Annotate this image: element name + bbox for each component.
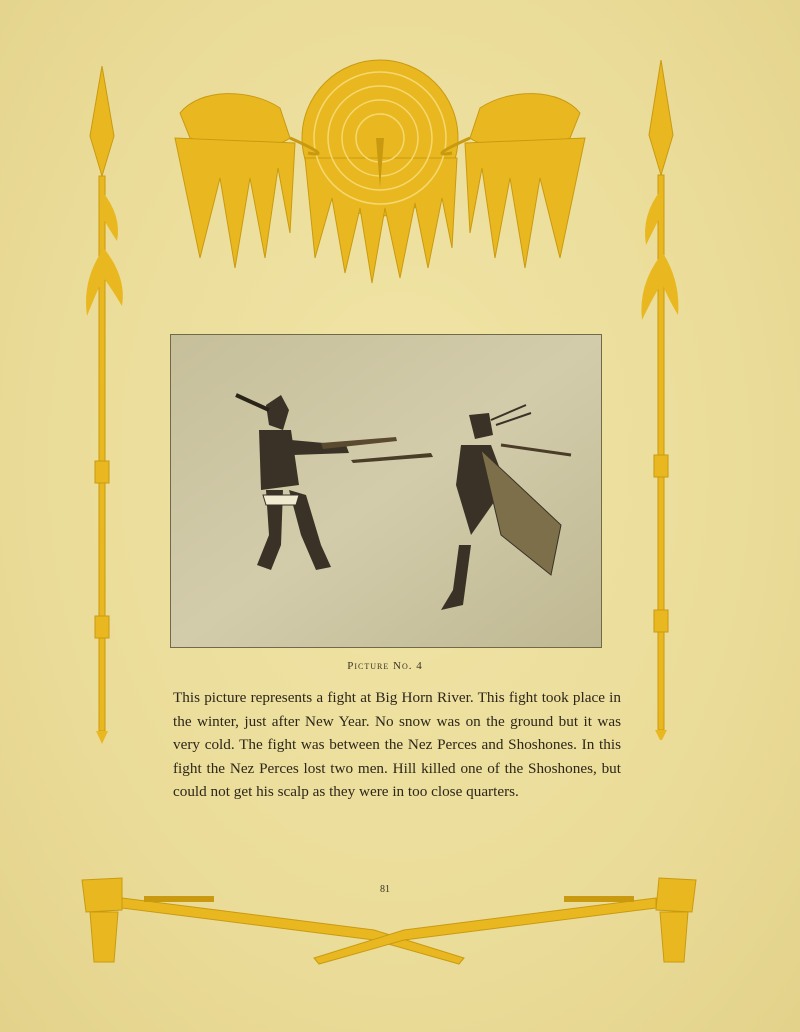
picture-caption: Picture No. 4 [347,660,423,672]
description-paragraph: This picture represents a fight at Big Horn River. This fight took place in the winter, just after New Year. No snow was on the ground but it was very cold. The fight was between the Nez Perces and Shoshones. In this fight the Nez Perces lost two men. Hill killed one of the Shoshones, but could not get his scalp as they were in too close quarters. [173,689,621,801]
crossed-pipes-ornament [74,870,704,970]
right-spear-ornament [636,60,686,740]
page-number: 81 [380,884,390,895]
left-spear-ornament [82,66,132,746]
headdress-shield-ornament [160,58,600,288]
battle-illustration [170,334,602,648]
